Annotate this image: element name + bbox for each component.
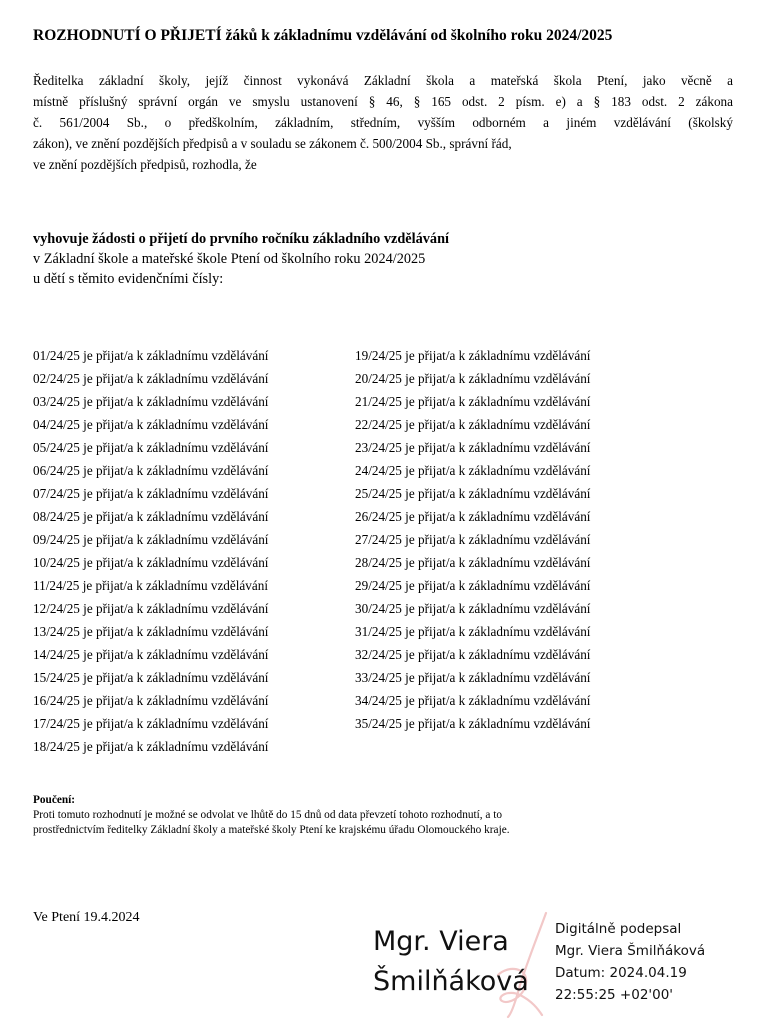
signature-name-line: Šmilňáková — [373, 966, 529, 997]
admission-entry: 10/24/25 je přijat/a k základnímu vzdělávání — [33, 555, 269, 570]
admission-entry: 05/24/25 je přijat/a k základnímu vzdělávání — [33, 440, 269, 455]
intro-line: ve znění pozdějších předpisů, rozhodla, že — [33, 157, 257, 172]
admission-entry: 22/24/25 je přijat/a k základnímu vzdělávání — [355, 417, 591, 432]
admission-entry: 18/24/25 je přijat/a k základnímu vzdělávání — [33, 739, 269, 754]
admission-entry: 33/24/25 je přijat/a k základnímu vzdělávání — [355, 670, 591, 685]
admission-entry: 30/24/25 je přijat/a k základnímu vzdělávání — [355, 601, 591, 616]
admission-entry: 34/24/25 je přijat/a k základnímu vzdělávání — [355, 693, 591, 708]
admission-entry: 27/24/25 je přijat/a k základnímu vzdělávání — [355, 532, 591, 547]
admission-entry: 02/24/25 je přijat/a k základnímu vzdělávání — [33, 371, 269, 386]
admission-entry: 09/24/25 je přijat/a k základnímu vzdělávání — [33, 532, 269, 547]
signature-detail-line: Mgr. Viera Šmilňáková — [555, 943, 706, 959]
signature-name — [373, 922, 529, 1002]
admission-entry: 12/24/25 je přijat/a k základnímu vzdělávání — [33, 601, 269, 616]
notice-section — [33, 793, 733, 838]
admission-entry: 35/24/25 je přijat/a k základnímu vzdělávání — [355, 716, 591, 731]
decision-heading: vyhovuje žádosti o přijetí do prvního ročníku základního vzdělávání — [33, 231, 449, 247]
decision-school: v Základní škole a mateřské škole Ptení od školního roku 2024/2025 — [33, 251, 426, 267]
admission-entry: 20/24/25 je přijat/a k základnímu vzdělávání — [355, 371, 591, 386]
signature-detail-line: Datum: 2024.04.19 — [555, 965, 687, 981]
intro-line: zákon), ve znění pozdějších předpisů a v souladu se zákonem č. 500/2004 Sb., správní řád, — [33, 136, 512, 151]
notice-text: prostřednictvím ředitelky Základní školy a mateřské školy Ptení ke krajskému úřadu Olomouckého kraje. — [33, 824, 510, 836]
place-and-date: Ve Ptení 19.4.2024 — [33, 910, 140, 925]
admission-entry: 06/24/25 je přijat/a k základnímu vzdělávání — [33, 463, 269, 478]
admission-entry: 31/24/25 je přijat/a k základnímu vzdělávání — [355, 624, 591, 639]
admissions-list-right — [355, 344, 590, 735]
notice-text: Proti tomuto rozhodnutí je možné se odvolat ve lhůtě do 15 dnů od data převzetí tohoto rozhodnutí, a to — [33, 809, 503, 821]
intro-line: Ředitelka základní školy, jejíž činnost vykonává Základní škola a mateřská škola Ptení, jako věcně a — [33, 73, 733, 88]
admission-entry: 13/24/25 je přijat/a k základnímu vzdělávání — [33, 624, 269, 639]
admissions-list-left — [33, 344, 268, 758]
admission-entry: 07/24/25 je přijat/a k základnímu vzdělávání — [33, 486, 269, 501]
intro-paragraph — [33, 70, 733, 175]
decision-statement — [33, 229, 449, 289]
admission-entry: 17/24/25 je přijat/a k základnímu vzdělávání — [33, 716, 269, 731]
admission-entry: 32/24/25 je přijat/a k základnímu vzdělávání — [355, 647, 591, 662]
decision-intro: u dětí s těmito evidenčními čísly: — [33, 271, 224, 287]
document-title: ROZHODNUTÍ O PŘIJETÍ žáků k základnímu vzdělávání od školního roku 2024/2025 — [33, 27, 613, 44]
admission-entry: 15/24/25 je přijat/a k základnímu vzdělávání — [33, 670, 269, 685]
admission-entry: 03/24/25 je přijat/a k základnímu vzdělávání — [33, 394, 269, 409]
intro-line: místně příslušný správní orgán ve smyslu ustanovení § 46, § 165 odst. 2 písm. e) a § 183 odst. 2 zákona — [33, 94, 733, 109]
admission-entry: 14/24/25 je přijat/a k základnímu vzdělávání — [33, 647, 269, 662]
signature-details — [555, 918, 705, 1006]
signature-name-line: Mgr. Viera — [373, 926, 509, 957]
admission-entry: 16/24/25 je přijat/a k základnímu vzdělávání — [33, 693, 269, 708]
admission-entry: 08/24/25 je přijat/a k základnímu vzdělávání — [33, 509, 269, 524]
signature-detail-line: Digitálně podepsal — [555, 921, 682, 937]
intro-line: č. 561/2004 Sb., o předškolním, základním, středním, vyšším odborném a jiném vzdělávání (školský — [33, 115, 733, 130]
admission-entry: 26/24/25 je přijat/a k základnímu vzdělávání — [355, 509, 591, 524]
admission-entry: 01/24/25 je přijat/a k základnímu vzdělávání — [33, 348, 269, 363]
admission-entry: 29/24/25 je přijat/a k základnímu vzdělávání — [355, 578, 591, 593]
admission-entry: 25/24/25 je přijat/a k základnímu vzdělávání — [355, 486, 591, 501]
notice-heading: Poučení: — [33, 794, 76, 806]
admission-entry: 23/24/25 je přijat/a k základnímu vzdělávání — [355, 440, 591, 455]
admission-entry: 04/24/25 je přijat/a k základnímu vzdělávání — [33, 417, 269, 432]
admission-entry: 19/24/25 je přijat/a k základnímu vzdělávání — [355, 348, 591, 363]
admission-entry: 24/24/25 je přijat/a k základnímu vzdělávání — [355, 463, 591, 478]
admission-entry: 11/24/25 je přijat/a k základnímu vzdělávání — [33, 578, 268, 593]
admission-entry: 21/24/25 je přijat/a k základnímu vzdělávání — [355, 394, 591, 409]
signature-detail-line: 22:55:25 +02'00' — [555, 987, 674, 1003]
admission-entry: 28/24/25 je přijat/a k základnímu vzdělávání — [355, 555, 591, 570]
